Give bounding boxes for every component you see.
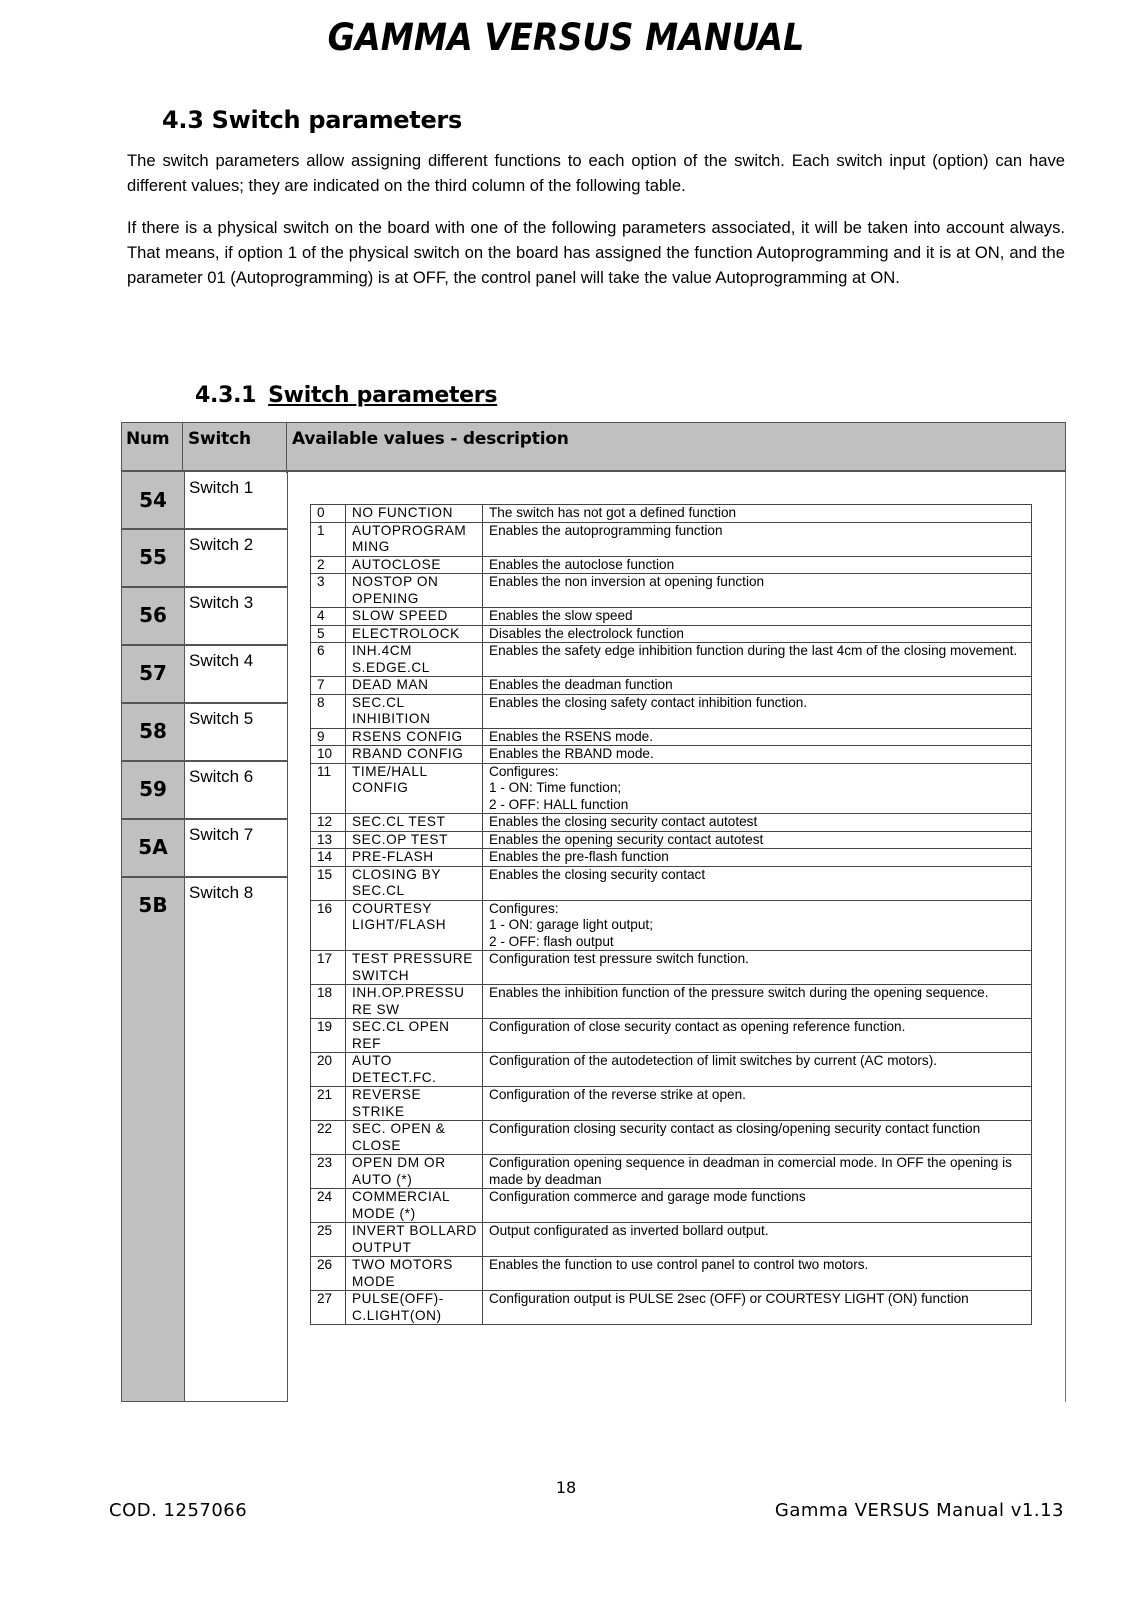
value-description: Configuration opening sequence in deadman in comercial mode. In OFF the opening is made by deadman (483, 1155, 1032, 1189)
value-number: 6 (311, 643, 346, 677)
value-row (311, 522, 1032, 556)
switch-num: 56 (139, 603, 167, 627)
header-switch: Switch (188, 429, 251, 449)
value-row (311, 608, 1032, 626)
switch-name: Switch 6 (189, 767, 254, 786)
value-description: The switch has not got a defined function (483, 505, 1032, 523)
value-number: 19 (311, 1019, 346, 1053)
value-number: 5 (311, 625, 346, 643)
value-description: Enables the closing safety contact inhibition function. (483, 694, 1032, 728)
value-description: Enables the RSENS mode. (483, 728, 1032, 746)
value-number: 14 (311, 849, 346, 867)
value-description: Configuration of the reverse strike at open. (483, 1087, 1032, 1121)
value-description: Enables the closing security contact (483, 866, 1032, 900)
value-number: 24 (311, 1189, 346, 1223)
value-description: Output configurated as inverted bollard output. (483, 1223, 1032, 1257)
value-number: 0 (311, 505, 346, 523)
switch-num: 5B (138, 893, 168, 917)
value-number: 25 (311, 1223, 346, 1257)
value-name: TEST PRESSURE SWITCH (346, 951, 483, 985)
value-row (311, 831, 1032, 849)
value-number: 11 (311, 763, 346, 814)
value-row (311, 643, 1032, 677)
value-row (311, 814, 1032, 832)
value-number: 27 (311, 1291, 346, 1325)
value-description: Enables the autoprogramming function (483, 522, 1032, 556)
value-number: 15 (311, 866, 346, 900)
available-values-table (310, 504, 1032, 1325)
value-description: Configures: 1 - ON: garage light output; 2 - OFF: flash output (483, 900, 1032, 951)
value-number: 22 (311, 1121, 346, 1155)
value-description: Enables the opening security contact autotest (483, 831, 1032, 849)
value-name: COMMERCIAL MODE (*) (346, 1189, 483, 1223)
value-row (311, 1223, 1032, 1257)
value-number: 13 (311, 831, 346, 849)
switch-name: Switch 2 (189, 535, 254, 554)
value-row (311, 677, 1032, 695)
value-number: 20 (311, 1053, 346, 1087)
value-name: TWO MOTORS MODE (346, 1257, 483, 1291)
value-number: 17 (311, 951, 346, 985)
value-number: 26 (311, 1257, 346, 1291)
header-values: Available values - description (292, 429, 569, 449)
value-number: 3 (311, 574, 346, 608)
intro-paragraph: The switch parameters allow assigning different functions to each option of the switch. Each switch input (option) can have different values; they are indicated on the third column of the following table. (127, 151, 1065, 195)
switch-num: 57 (139, 661, 167, 685)
value-name: ELECTROLOCK (346, 625, 483, 643)
value-name: TIME/HALL CONFIG (346, 763, 483, 814)
value-description: Enables the closing security contact autotest (483, 814, 1032, 832)
switch-num: 55 (139, 545, 167, 569)
value-description: Configuration of the autodetection of limit switches by current (AC motors). (483, 1053, 1032, 1087)
value-description: Enables the function to use control panel to control two motors. (483, 1257, 1032, 1291)
value-description: Configuration test pressure switch function. (483, 951, 1032, 985)
value-number: 12 (311, 814, 346, 832)
value-row (311, 866, 1032, 900)
value-row (311, 574, 1032, 608)
value-name: COURTESY LIGHT/FLASH (346, 900, 483, 951)
value-description: Disables the electrolock function (483, 625, 1032, 643)
value-number: 18 (311, 985, 346, 1019)
subsection-number: 4.3.1 (195, 383, 257, 408)
value-description: Enables the inhibition function of the pressure switch during the opening sequence. (483, 985, 1032, 1019)
footer-code: COD. 1257066 (109, 1500, 248, 1521)
value-number: 1 (311, 522, 346, 556)
value-name: SEC.CL INHIBITION (346, 694, 483, 728)
value-row (311, 556, 1032, 574)
subsection-heading (195, 383, 497, 408)
value-name: SLOW SPEED (346, 608, 483, 626)
value-name: INH.4CM S.EDGE.CL (346, 643, 483, 677)
value-row (311, 1121, 1032, 1155)
value-row (311, 728, 1032, 746)
value-name: AUTOCLOSE (346, 556, 483, 574)
value-row (311, 1189, 1032, 1223)
value-name: CLOSING BY SEC.CL (346, 866, 483, 900)
value-name: PRE-FLASH (346, 849, 483, 867)
value-row (311, 849, 1032, 867)
value-row (311, 625, 1032, 643)
value-number: 23 (311, 1155, 346, 1189)
switch-num: 54 (139, 488, 167, 512)
switch-name: Switch 5 (189, 709, 254, 728)
value-description: Enables the safety edge inhibition function during the last 4cm of the closing movement. (483, 643, 1032, 677)
value-name: DEAD MAN (346, 677, 483, 695)
document-title: GAMMA VERSUS MANUAL (327, 16, 805, 59)
value-description: Enables the autoclose function (483, 556, 1032, 574)
value-row (311, 763, 1032, 814)
switch-name: Switch 1 (189, 478, 254, 497)
value-number: 2 (311, 556, 346, 574)
value-number: 10 (311, 746, 346, 764)
page-number: 18 (555, 1478, 577, 1497)
value-number: 7 (311, 677, 346, 695)
value-row (311, 1257, 1032, 1291)
switch-num: 58 (139, 719, 167, 743)
switch-num: 59 (139, 777, 167, 801)
value-name: AUTOPROGRAM MING (346, 522, 483, 556)
value-description: Enables the pre-flash function (483, 849, 1032, 867)
value-name: OPEN DM OR AUTO (*) (346, 1155, 483, 1189)
switch-name: Switch 8 (189, 883, 254, 902)
value-row (311, 900, 1032, 951)
footer-manual-version: Gamma VERSUS Manual v1.13 (774, 1500, 1064, 1521)
table-header (122, 422, 1066, 472)
value-name: NO FUNCTION (346, 505, 483, 523)
value-row (311, 985, 1032, 1019)
subsection-title: Switch parameters (268, 383, 498, 408)
value-number: 4 (311, 608, 346, 626)
value-number: 21 (311, 1087, 346, 1121)
value-number: 16 (311, 900, 346, 951)
value-name: RSENS CONFIG (346, 728, 483, 746)
value-name: SEC. OPEN & CLOSE (346, 1121, 483, 1155)
value-number: 9 (311, 728, 346, 746)
switch-num: 5A (138, 835, 168, 859)
value-description: Configuration commerce and garage mode functions (483, 1189, 1032, 1223)
value-name: INVERT BOLLARD OUTPUT (346, 1223, 483, 1257)
switch-name: Switch 3 (189, 593, 254, 612)
header-num: Num (126, 429, 170, 449)
value-name: SEC.OP TEST (346, 831, 483, 849)
value-description: Enables the non inversion at opening function (483, 574, 1032, 608)
value-name: RBAND CONFIG (346, 746, 483, 764)
value-row (311, 746, 1032, 764)
value-name: INH.OP.PRESSU RE SW (346, 985, 483, 1019)
value-description: Configuration output is PULSE 2sec (OFF) or COURTESY LIGHT (ON) function (483, 1291, 1032, 1325)
value-row (311, 951, 1032, 985)
value-row (311, 694, 1032, 728)
value-row (311, 1053, 1032, 1087)
switch-name: Switch 7 (189, 825, 254, 844)
value-row (311, 1291, 1032, 1325)
value-row (311, 1155, 1032, 1189)
value-row (311, 505, 1032, 523)
value-description: Enables the RBAND mode. (483, 746, 1032, 764)
value-number: 8 (311, 694, 346, 728)
section-heading: 4.3 Switch parameters (162, 106, 462, 134)
value-description: Configuration of close security contact as opening reference function. (483, 1019, 1032, 1053)
value-name: SEC.CL TEST (346, 814, 483, 832)
value-description: Enables the deadman function (483, 677, 1032, 695)
physical-switch-paragraph: If there is a physical switch on the board with one of the following parameters associated, it will be taken into account always. That means, if option 1 of the physical switch on the board has assigned the function Autoprogramming and it is at ON, and the parameter 01 (Autoprogramming) is at OFF, the control panel will take the value Autoprogramming at ON. (127, 218, 1065, 287)
switch-name: Switch 4 (189, 651, 254, 670)
value-description: Configures: 1 - ON: Time function; 2 - OFF: HALL function (483, 763, 1032, 814)
value-name: PULSE(OFF)- C.LIGHT(ON) (346, 1291, 483, 1325)
value-description: Enables the slow speed (483, 608, 1032, 626)
value-name: SEC.CL OPEN REF (346, 1019, 483, 1053)
value-row (311, 1087, 1032, 1121)
value-name: AUTO DETECT.FC. (346, 1053, 483, 1087)
value-row (311, 1019, 1032, 1053)
value-description: Configuration closing security contact as closing/opening security contact function (483, 1121, 1032, 1155)
value-name: REVERSE STRIKE (346, 1087, 483, 1121)
value-name: NOSTOP ON OPENING (346, 574, 483, 608)
